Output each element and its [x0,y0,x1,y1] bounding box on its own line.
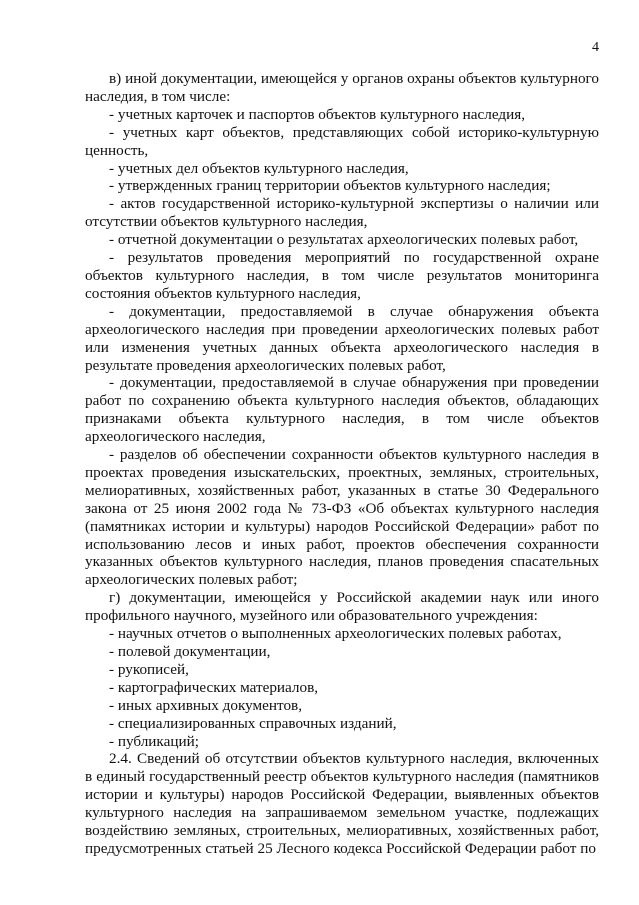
list-item: - учетных дел объектов культурного наследия, [109,159,409,177]
list-item: - документации, предоставляемой в случае обнаружения объекта археологического наследия при проведении археологических полевых работ или изменения учетных данных объекта археологического наследия в результате проведения археологических полевых работ, [85,302,599,374]
list-item: - картографических материалов, [109,678,319,696]
list-item: - публикаций; [109,732,199,750]
list-item: - иных архивных документов, [109,696,303,714]
list-item: - разделов об обеспечении сохранности объектов культурного наследия в проектах проведения изыскательских, проектных, земляных, строительных, мелиоративных, хозяйственных работ, указанных в статье 30 Федерального закона от 25 июня 2002 года № 73-ФЗ «Об объектах культурного наследия (памятниках истории и культуры) народов Российской Федерации» работ по использованию лесов и иных работ, проектов обеспечения сохранности указанных объектов культурного наследия, планов проведения спасательных археологических полевых работ; [85,446,599,589]
list-item: - учетных карт объектов, представляющих собой историко-культурную ценность, [85,123,599,159]
list-item: - специализированных справочных изданий, [109,714,397,732]
list-item: - полевой документации, [109,643,271,660]
list-item: - результатов проведения мероприятий по государственной охране объектов культурного наследия, в том числе результатов мониторинга состояния объектов культурного наследия, [85,249,599,302]
section-2-4: 2.4. Сведений об отсутствии объектов культурного наследия, включенных в единый государственный реестр объектов культурного наследия (памятников истории и культуры) народов Российской Федерации, выявленных объектов культурного наследия на запрашиваемом земельном участке, подлежащих воздействию земляных, строительных, мелиоративных, хозяйственных работ, предусмотренных статьей 25 Лесного кодекса Российской Федерации работ по [85,750,599,857]
list-item: - научных отчетов о выполненных археологических полевых работах, [109,625,562,643]
list-item: - отчетной документации о результатах археологических полевых работ, [109,231,579,249]
page-number: 4 [592,40,599,55]
paragraph-item-v: в) иной документации, имеющейся у органов охраны объектов культурного наследия, в том числе: [85,70,599,105]
list-item: - рукописей, [109,660,189,678]
list-item: - документации, предоставляемой в случае обнаружения при проведении работ по сохранению объекта культурного наследия объектов, обладающих признаками объекта культурного наследия, в том числе объектов археологического наследия, [85,374,599,446]
list-item: - утвержденных границ территории объектов культурного наследия; [109,177,551,195]
document-body [85,70,599,858]
list-item: - учетных карточек и паспортов объектов культурного наследия, [109,105,525,123]
paragraph-item-g: г) документации, имеющейся у Российской академии наук или иного профильного научного, музейного или образовательного учреждения: [85,589,599,625]
list-item: - актов государственной историко-культурной экспертизы о наличии или отсутствии объектов культурного наследия, [85,195,599,231]
